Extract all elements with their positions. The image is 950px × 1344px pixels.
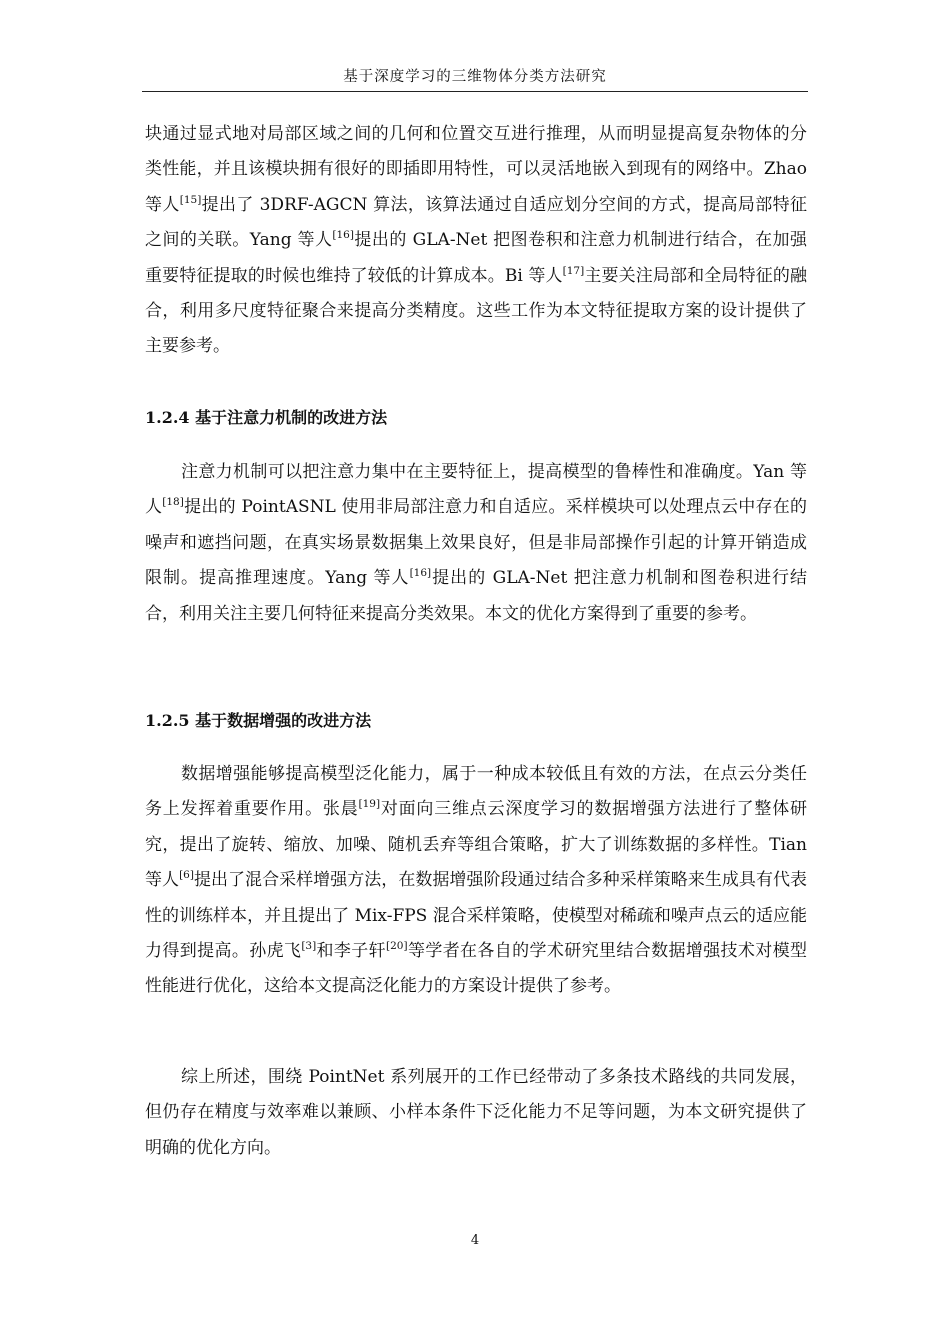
paragraph-text: 提出了混合采样增强方法，在数据增强阶段通过结合多种采样策略来生成具有代表性的训练样本，并且提出了 Mix-FPS 混合采样策略，使模型对稀疏和噪声点云的适应能力得到提高。孙虎飞 xyxy=(145,870,808,962)
paragraph-summary: 综上所述，围绕 PointNet 系列展开的工作已经带动了多条技术路线的共同发展，但仍存在精度与效率难以兼顾、小样本条件下泛化能力不足等问题，为本文研究提供了明确的优化方向。 xyxy=(145,1067,807,1158)
citation: [19] xyxy=(358,798,381,811)
paragraph-text: 和李子轩 xyxy=(316,941,387,962)
paragraph-text: 提出的 GLA-Net 把注意力机制和图卷积进行结合，利用关注主要几何特征来提高分类效果。本文的优化方案得到了重要的参考。 xyxy=(145,568,807,624)
paragraph-text: 提出了 3DRF-AGCN 算法，该算法通过自适应划分空间的方式，提高局部特征之间的关联。Yang 等人 xyxy=(145,194,807,251)
citation: [6] xyxy=(179,869,194,882)
section-heading-attention: 1.2.4 基于注意力机制的改进方法 xyxy=(145,408,388,427)
paragraph-augmentation xyxy=(145,757,807,1005)
running-header: 基于深度学习的三维物体分类方法研究 xyxy=(343,69,607,85)
section-heading-augmentation: 1.2.5 基于数据增强的改进方法 xyxy=(145,711,372,730)
citation: [3] xyxy=(301,940,317,953)
citation: [16] xyxy=(332,229,354,242)
paragraph-text: 主要关注局部和全局特征的融合，利用多尺度特征聚合来提高分类精度。这些工作为本文特征提取方案的设计提供了主要参考。 xyxy=(145,265,807,357)
page-number: 4 xyxy=(470,1233,480,1248)
paragraph-text: 注意力机制可以把注意力集中在主要特征上，提高模型的鲁棒性和准确度。Yan 等人 xyxy=(145,462,807,518)
citation: [17] xyxy=(562,264,585,277)
citation: [18] xyxy=(162,496,184,509)
header-rule xyxy=(142,91,808,92)
paragraph-attention xyxy=(145,455,807,632)
paragraph-text: 等学者在各自的学术研究里结合数据增强技术对模型性能进行优化，这给本文提高泛化能力的方案设计提供了参考。 xyxy=(145,941,808,997)
paragraph-text: 对面向三维点云深度学习的数据增强方法进行了整体研究，提出了旋转、缩放、加噪、随机丢弃等组合策略，扩大了训练数据的多样性。Tian 等人 xyxy=(145,799,808,891)
citation: [16] xyxy=(409,567,432,580)
citation: [15] xyxy=(179,193,202,206)
paragraph-text: 块通过显式地对局部区域之间的几何和位置交互进行推理，从而明显提高复杂物体的分类性能，并且该模块拥有很好的即插即用特性，可以灵活地嵌入到现有的网络中。Zhao 等人 xyxy=(145,124,807,215)
paragraph-feature-extraction xyxy=(145,117,807,365)
paragraph-text: 数据增强能够提高模型泛化能力，属于一种成本较低且有效的方法，在点云分类任务上发挥着重要作用。张晨 xyxy=(145,764,807,820)
citation: [20] xyxy=(386,940,408,953)
paragraph-text: 提出的 PointASNL 使用非局部注意力和自适应。采样模块可以处理点云中存在的噪声和遮挡问题，在真实场景数据集上效果良好，但是非局部操作引起的计算开销造成限制。提高推理速度。Yang 等人 xyxy=(145,497,807,589)
paragraph-text: 提出的 GLA-Net 把图卷积和注意力机制进行结合，在加强重要特征提取的时候也维持了较低的计算成本。Bi 等人 xyxy=(145,230,807,286)
